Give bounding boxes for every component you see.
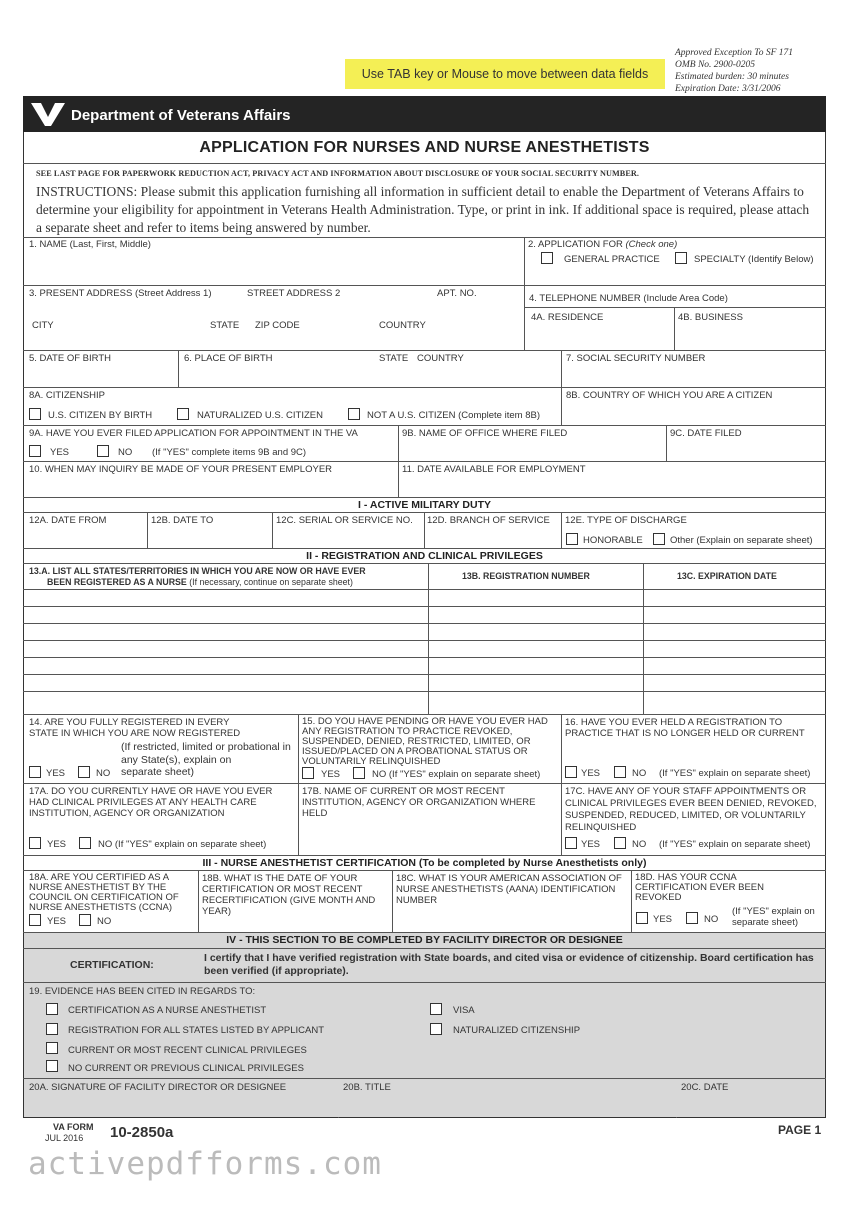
form-number: 10-2850a xyxy=(110,1124,174,1141)
signature-field[interactable] xyxy=(27,1093,335,1116)
city-label: CITY xyxy=(32,320,54,331)
ccna-certified-label: 18A. ARE YOU CERTIFIED AS A NURSE ANESTHETIST BY THE COUNCIL ON CERTIFICATION OF NURSE ANESTHETISTS (CCNA) xyxy=(29,872,179,913)
fully-registered-note: (If restricted, limited or probational in any State(s), explain on xyxy=(121,741,291,766)
business-phone-field[interactable] xyxy=(677,323,823,348)
page-number: PAGE 1 xyxy=(778,1123,822,1137)
registration-number-field[interactable] xyxy=(430,591,640,712)
filed-note: (If "YES" complete items 9B and 9C) xyxy=(152,447,307,458)
form-title: APPLICATION FOR NURSES AND NURSE ANESTHETISTS xyxy=(199,139,650,156)
department-header xyxy=(23,96,826,132)
apt-no-label: APT. NO. xyxy=(437,288,477,299)
naturalized-citizen-checkbox[interactable] xyxy=(177,408,189,420)
place-of-birth-field[interactable] xyxy=(181,364,558,385)
citizenship-label: 8A. CITIZENSHIP xyxy=(29,390,106,401)
aana-number-label: 18C. WHAT IS YOUR AMERICAN ASSOCIATION OF NURSE ANESTHETISTS (AANA) IDENTIFICATION NUMBER xyxy=(396,873,622,906)
evidence-registration-checkbox[interactable] xyxy=(46,1023,58,1035)
sign-date-field[interactable] xyxy=(679,1093,823,1116)
fully-registered-yes-label: YES xyxy=(46,768,66,779)
branch-field[interactable] xyxy=(427,526,558,546)
filed-before-label: 9A. HAVE YOU EVER FILED APPLICATION FOR APPOINTMENT IN THE VA xyxy=(29,428,358,439)
privileges-yes-checkbox[interactable] xyxy=(29,837,41,849)
employer-inquiry-field[interactable] xyxy=(27,475,395,495)
citizen-by-birth-label: U.S. CITIZEN BY BIRTH xyxy=(48,410,153,421)
fully-registered-no-label: NO xyxy=(96,768,111,779)
states-registered-label: 13.A. LIST ALL STATES/TERRITORIES IN WHICH YOU ARE NOW OR HAVE EVER xyxy=(29,566,366,576)
employer-inquiry-label: 10. WHEN MAY INQUIRY BE MADE OF YOUR PRESENT EMPLOYER xyxy=(29,464,333,475)
ssn-label: 7. SOCIAL SECURITY NUMBER xyxy=(566,353,706,364)
residence-phone-label: 4A. RESIDENCE xyxy=(531,312,604,323)
general-practice-checkbox[interactable] xyxy=(541,252,553,264)
evidence-label: 19. EVIDENCE HAS BEEN CITED IN REGARDS TO: xyxy=(29,986,256,997)
evidence-naturalized-checkbox[interactable] xyxy=(430,1023,442,1035)
no-longer-held-no-checkbox[interactable] xyxy=(614,766,626,778)
certification-label: CERTIFICATION: xyxy=(70,959,154,971)
instructions: INSTRUCTIONS: Please submit this application furnishing all information in sufficient detail to enable the Department of Veterans Affairs to determine your eligibility for appointment in Veterans Health Administration. Type, or print in ink. If additional space is required, please attach a separate sheet and refer to items being answered by number. xyxy=(36,184,810,235)
evidence-visa-label: VISA xyxy=(453,1005,475,1016)
no-longer-held-note: (If "YES" explain on separate sheet) xyxy=(659,768,811,779)
states-list-field[interactable] xyxy=(27,591,425,712)
evidence-anesthetist-label: CERTIFICATION AS A NURSE ANESTHETIST xyxy=(68,1005,267,1016)
ccna-yes-checkbox[interactable] xyxy=(29,914,41,926)
evidence-visa-checkbox[interactable] xyxy=(430,1003,442,1015)
name-field[interactable] xyxy=(27,250,520,283)
ccna-revoked-no-checkbox[interactable] xyxy=(686,912,698,924)
revoked-yes-label: YES xyxy=(321,769,341,780)
ccna-no-checkbox[interactable] xyxy=(79,914,91,926)
watermark: activepdfforms.com xyxy=(28,1146,382,1182)
date-of-birth-label: 5. DATE OF BIRTH xyxy=(29,353,111,364)
tab-instruction-banner: Use TAB key or Mouse to move between data fields xyxy=(345,59,665,89)
country-of-citizenship-label: 8B. COUNTRY OF WHICH YOU ARE A CITIZEN xyxy=(566,390,773,401)
no-longer-held-no-label: NO xyxy=(632,768,647,779)
sign-date-label: 20C. DATE xyxy=(681,1082,729,1093)
va-logo-icon xyxy=(29,100,67,128)
address-field[interactable] xyxy=(27,298,520,316)
expiration-date-field[interactable] xyxy=(645,591,823,712)
date-to-label: 12B. DATE TO xyxy=(151,515,214,526)
privileges-denied-yes-checkbox[interactable] xyxy=(565,837,577,849)
disclosure-notice: SEE LAST PAGE FOR PAPERWORK REDUCTION ACT, PRIVACY ACT AND INFORMATION ABOUT DISCLOSURE OF YOUR SOCIAL SECURITY NUMBER. xyxy=(36,169,640,178)
evidence-anesthetist-checkbox[interactable] xyxy=(46,1003,58,1015)
no-longer-held-label: 16. HAVE YOU EVER HELD A REGISTRATION TO PRACTICE THAT IS NO LONGER HELD OR CURRENT xyxy=(565,717,805,739)
form-date: JUL 2016 xyxy=(45,1133,84,1143)
office-filed-label: 9B. NAME OF OFFICE WHERE FILED xyxy=(402,428,568,439)
section-registration: II - REGISTRATION AND CLINICAL PRIVILEGES xyxy=(306,550,543,562)
place-of-birth-label: 6. PLACE OF BIRTH xyxy=(184,353,273,364)
section-facility-director: IV - THIS SECTION TO BE COMPLETED BY FACILITY DIRECTOR OR DESIGNEE xyxy=(226,934,623,946)
privileges-denied-label: 17C. HAVE ANY OF YOUR STAFF APPOINTMENTS OR CLINICAL PRIVILEGES EVER BEEN DENIED, REVOKED, SUSPENDED, REDUCED, LIMITED, OR VOLUNTARILY RELINQUISHED xyxy=(565,786,817,833)
general-practice-label: GENERAL PRACTICE xyxy=(564,254,660,265)
serial-no-field[interactable] xyxy=(275,526,421,546)
evidence-no-privileges-checkbox[interactable] xyxy=(46,1060,58,1072)
no-longer-held-yes-label: YES xyxy=(581,768,601,779)
street-address-2-label: STREET ADDRESS 2 xyxy=(247,288,341,299)
address-label: 3. PRESENT ADDRESS (Street Address 1) xyxy=(29,288,212,299)
states-registered-label-2: BEEN REGISTERED AS A NURSE (If necessary, continue on separate sheet) xyxy=(47,577,353,587)
section-nurse-anesthetist: III - NURSE ANESTHETIST CERTIFICATION (To be completed by Nurse Anesthetists only) xyxy=(202,857,647,869)
ssn-field[interactable] xyxy=(564,364,823,385)
date-available-field[interactable] xyxy=(401,475,823,495)
ccna-no-label: NO xyxy=(97,916,112,927)
fully-registered-label: 14. ARE YOU FULLY REGISTERED IN EVERY STATE IN WHICH YOU ARE NOW REGISTERED xyxy=(29,717,241,739)
honorable-label: HONORABLE xyxy=(583,535,643,546)
filed-no-checkbox[interactable] xyxy=(97,445,109,457)
date-to-field[interactable] xyxy=(150,526,269,546)
section-military-duty: I - ACTIVE MILITARY DUTY xyxy=(358,499,491,511)
evidence-registration-label: REGISTRATION FOR ALL STATES LISTED BY APPLICANT xyxy=(68,1025,325,1036)
filed-no-label: NO xyxy=(118,447,133,458)
revoked-no-checkbox[interactable] xyxy=(353,767,365,779)
privileges-denied-yes-label: YES xyxy=(581,839,601,850)
date-filed-label: 9C. DATE FILED xyxy=(670,428,742,439)
filed-yes-label: YES xyxy=(50,447,70,458)
institution-name-label: 17B. NAME OF CURRENT OR MOST RECENT INSTITUTION, AGENCY OR ORGANIZATION WHERE HELD xyxy=(302,786,536,819)
no-longer-held-yes-checkbox[interactable] xyxy=(565,766,577,778)
specialty-label: SPECIALTY (Identify Below) xyxy=(694,254,814,265)
privileges-yes-label: YES xyxy=(47,839,67,850)
fully-registered-no-checkbox[interactable] xyxy=(78,766,90,778)
name-label: 1. NAME (Last, First, Middle) xyxy=(29,239,151,250)
date-available-label: 11. DATE AVAILABLE FOR EMPLOYMENT xyxy=(402,464,586,475)
title-label: 20B. TITLE xyxy=(343,1082,391,1093)
application-for-label: 2. APPLICATION FOR (Check one) xyxy=(528,239,678,250)
institution-name-field[interactable] xyxy=(301,822,558,853)
revoked-yes-checkbox[interactable] xyxy=(302,767,314,779)
evidence-no-privileges-label: NO CURRENT OR PREVIOUS CLINICAL PRIVILEGES xyxy=(68,1063,304,1074)
filed-yes-checkbox[interactable] xyxy=(29,445,41,457)
naturalized-citizen-label: NATURALIZED U.S. CITIZEN xyxy=(197,410,323,421)
date-from-field[interactable] xyxy=(27,526,144,546)
ccna-revoked-yes-label: YES xyxy=(653,914,673,925)
ccna-revoked-no-label: NO xyxy=(704,914,719,925)
specialty-checkbox[interactable] xyxy=(675,252,687,264)
residence-phone-field[interactable] xyxy=(527,323,671,348)
citizen-by-birth-checkbox[interactable] xyxy=(29,408,41,420)
privileges-denied-no-checkbox[interactable] xyxy=(614,837,626,849)
signature-label: 20A. SIGNATURE OF FACILITY DIRECTOR OR DESIGNEE xyxy=(29,1082,287,1093)
fully-registered-yes-checkbox[interactable] xyxy=(29,766,41,778)
va-form-label: VA FORM xyxy=(53,1122,94,1132)
date-filed-field[interactable] xyxy=(669,439,823,459)
serial-no-label: 12C. SERIAL OR SERVICE NO. xyxy=(276,515,413,526)
country-of-citizenship-field[interactable] xyxy=(564,401,823,423)
date-from-label: 12A. DATE FROM xyxy=(29,515,107,526)
date-of-birth-field[interactable] xyxy=(27,364,175,385)
state-label: STATE xyxy=(210,320,240,331)
honorable-checkbox[interactable] xyxy=(566,533,578,545)
certification-statement: I certify that I have verified registration with State boards, and cited visa or evidence of citizenship. Board certification has been verified (if appropriate). xyxy=(204,952,814,977)
registration-number-label: 13B. REGISTRATION NUMBER xyxy=(462,571,590,581)
other-discharge-checkbox[interactable] xyxy=(653,533,665,545)
department-name: Department of Veterans Affairs xyxy=(71,107,291,124)
privileges-denied-no-label: NO xyxy=(632,839,647,850)
not-citizen-checkbox[interactable] xyxy=(348,408,360,420)
registration-revoked-label: 15. DO YOU HAVE PENDING OR HAVE YOU EVER HAD ANY REGISTRATION TO PRACTICE REVOKED, SUSPENDED, DENIED, RESTRICTED, LIMITED, OR ISSUED/PLACED ON A PROBATIONAL STATUS OR VOLUNTARILY RELINQUISHED xyxy=(302,716,548,767)
city-state-zip-field[interactable] xyxy=(27,331,520,349)
fully-registered-note-2: separate sheet) xyxy=(121,766,194,778)
ccna-yes-label: YES xyxy=(47,916,67,927)
omb-approval: Approved Exception To SF 171 OMB No. 2900-0205 Estimated burden: 30 minutes Expiration Date: 3/31/2006 xyxy=(675,48,794,94)
title-field[interactable] xyxy=(341,1093,673,1116)
branch-label: 12D. BRANCH OF SERVICE xyxy=(427,515,550,526)
evidence-privileges-label: CURRENT OR MOST RECENT CLINICAL PRIVILEGES xyxy=(68,1045,307,1056)
expiration-date-label: 13C. EXPIRATION DATE xyxy=(677,571,777,581)
aana-number-field[interactable] xyxy=(395,906,628,930)
office-filed-field[interactable] xyxy=(401,439,663,459)
telephone-label: 4. TELEPHONE NUMBER (Include Area Code) xyxy=(529,293,728,304)
privileges-no-label: NO (If "YES" explain on separate sheet) xyxy=(98,839,267,850)
ccna-revoked-yes-checkbox[interactable] xyxy=(636,912,648,924)
discharge-type-label: 12E. TYPE OF DISCHARGE xyxy=(565,515,687,526)
ccna-revoked-note: (If "YES" explain on separate sheet) xyxy=(732,906,815,928)
country-label: COUNTRY xyxy=(379,320,426,331)
certification-date-label: 18B. WHAT IS THE DATE OF YOUR CERTIFICATION OR MOST RECENT RECERTIFICATION (GIVE MONTH AND YEAR) xyxy=(202,873,376,917)
ccna-revoked-label: 18D. HAS YOUR CCNA CERTIFICATION EVER BEEN REVOKED xyxy=(635,872,764,903)
not-citizen-label: NOT A U.S. CITIZEN (Complete item 8B) xyxy=(367,410,540,421)
privileges-no-checkbox[interactable] xyxy=(79,837,91,849)
evidence-naturalized-label: NATURALIZED CITIZENSHIP xyxy=(453,1025,581,1036)
revoked-no-label: NO (If "YES" explain on separate sheet) xyxy=(372,769,541,780)
business-phone-label: 4B. BUSINESS xyxy=(678,312,743,323)
birth-state-label: STATE xyxy=(379,353,409,364)
clinical-privileges-label: 17A. DO YOU CURRENTLY HAVE OR HAVE YOU EVER HAD CLINICAL PRIVILEGES AT ANY HEALTH CARE INSTITUTION, AGENCY OR ORGANIZATION xyxy=(29,786,273,819)
birth-country-label: COUNTRY xyxy=(417,353,464,364)
zip-code-label: ZIP CODE xyxy=(255,320,300,331)
other-discharge-label: Other (Explain on separate sheet) xyxy=(670,535,813,546)
privileges-denied-note: (If "YES" explain on separate sheet) xyxy=(659,839,811,850)
evidence-privileges-checkbox[interactable] xyxy=(46,1042,58,1054)
